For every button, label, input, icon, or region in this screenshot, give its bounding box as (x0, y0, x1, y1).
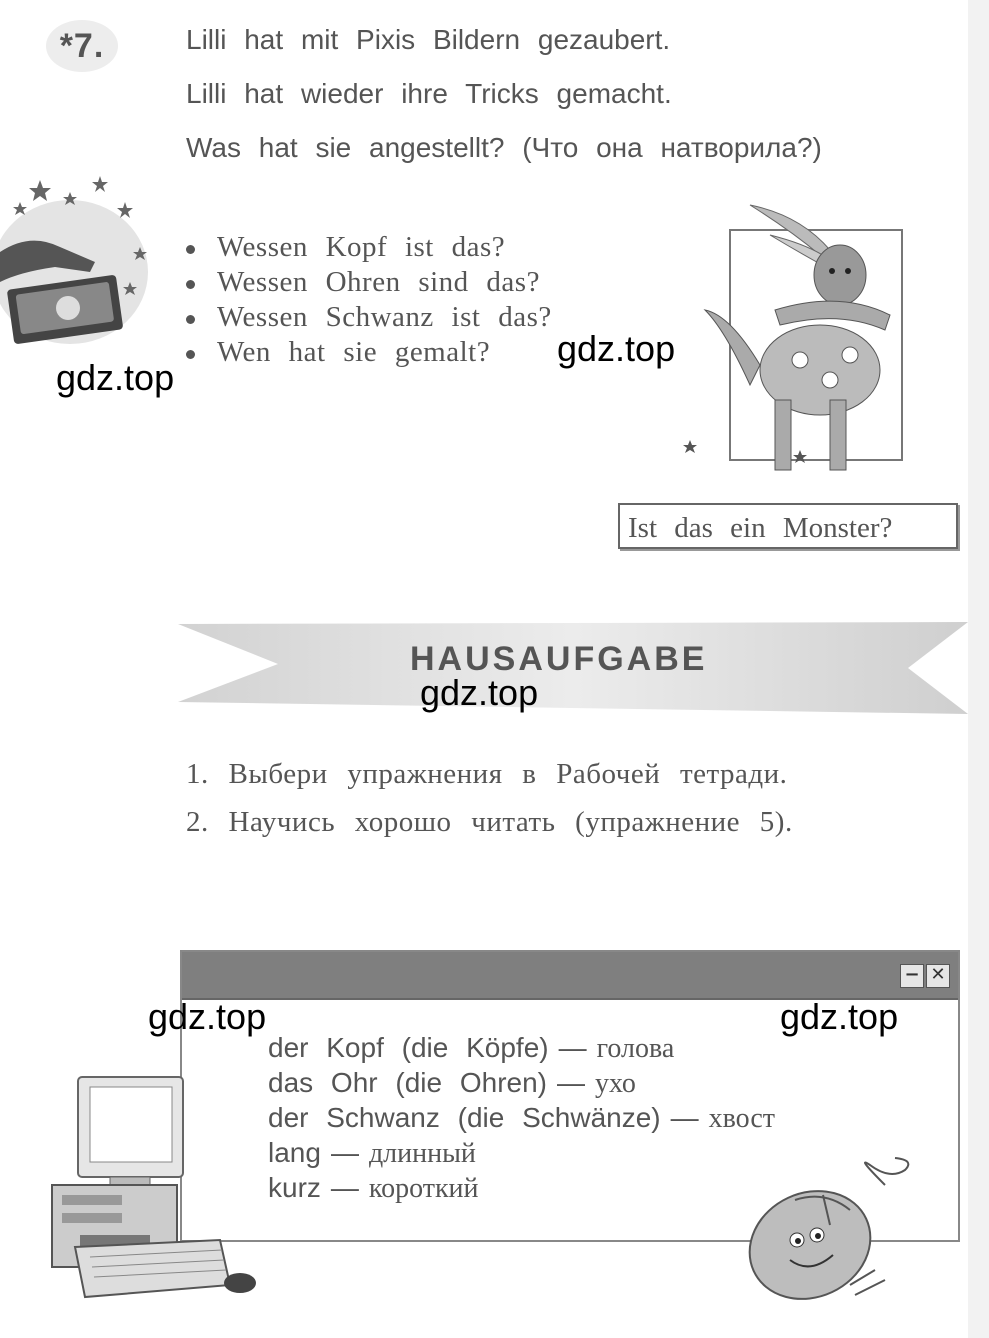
homework-item-1: 1. Выбери упражнения в Рабочей тетради. (186, 758, 788, 790)
window-title-bar (182, 952, 958, 1000)
vocab-entry: der Schwanz (die Schwänze) — хвост (268, 1102, 776, 1134)
list-item: Wessen Schwanz ist das? (186, 300, 552, 335)
homework-title: HAUSAUFGABE (410, 640, 708, 678)
intro-line-1: Lilli hat mit Pixis Bildern gezaubert. (186, 24, 671, 55)
minimize-icon[interactable]: − (900, 964, 924, 988)
page-edge (968, 0, 989, 1338)
vocab-entry: der Kopf (die Köpfe) — голова (268, 1032, 675, 1064)
bullet-icon (186, 350, 195, 359)
bullet-icon (186, 280, 195, 289)
bullet-icon (186, 315, 195, 324)
mouse-character-illustration (735, 1155, 915, 1305)
list-item: Wen hat sie gemalt? (186, 335, 552, 370)
intro-line-2: Lilli hat wieder ihre Tricks gemacht. (186, 78, 672, 109)
homework-item-2: 2. Научись хорошо читать (упражнение 5). (186, 806, 793, 838)
watermark: gdz.top (148, 996, 267, 1037)
intro-line-3: Was hat sie angestellt? (Что она натворила?) (186, 132, 822, 163)
watermark: gdz.top (420, 672, 539, 713)
magic-laptop-illustration (0, 172, 160, 352)
exercise-number: *7. (46, 20, 118, 72)
list-item: Wessen Ohren sind das? (186, 265, 552, 300)
vocab-entry: kurz — короткий (268, 1172, 479, 1204)
vocab-entry: das Ohr (die Ohren) — ухо (268, 1067, 636, 1099)
computer-illustration (50, 1075, 265, 1305)
monster-rabbit-illustration (680, 195, 915, 490)
watermark: gdz.top (56, 357, 175, 398)
close-icon[interactable]: ✕ (926, 964, 950, 988)
list-item: Wessen Kopf ist das? (186, 230, 552, 265)
bullet-icon (186, 245, 195, 254)
monster-question-box: Ist das ein Monster? (618, 503, 958, 549)
watermark: gdz.top (557, 328, 676, 369)
question-list (186, 230, 552, 370)
watermark: gdz.top (780, 996, 899, 1037)
vocab-entry: lang — длинный (268, 1137, 476, 1169)
